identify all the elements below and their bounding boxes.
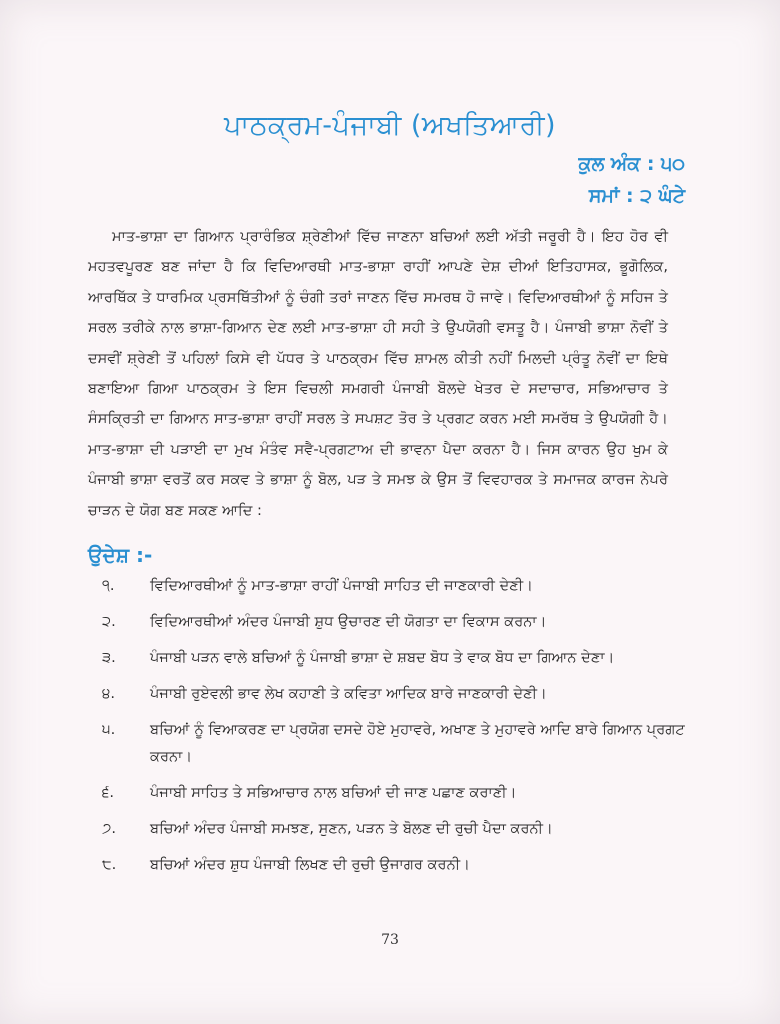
list-item-text: ਬਚਿਆਂ ਨੂੰ ਵਿਆਕਰਣ ਦਾ ਪ੍ਰਯੋਗ ਦਸਦੇ ਹੋਏ ਮੁਹਾਵਰੇ, ਅਖਾਣ ਤੇ ਮੁਹਾਵਰੇ ਆਦਿ ਬਾਰੇ ਗਿਆਨ ਪ੍ਰਗਟ ਕਰਨਾ। (150, 721, 685, 765)
list-item (88, 572, 688, 599)
objectives-heading: ਉਦੇਸ਼ :- (88, 543, 153, 567)
page-number: 73 (381, 932, 399, 948)
list-item-number: ੬. (102, 784, 115, 801)
list-item-text: ਪੰਜਾਬੀ ਰੁਏਵਲੀ ਭਾਵ ਲੇਖ ਕਹਾਣੀ ਤੇ ਕਵਿਤਾ ਆਦਿਕ ਬਾਰੇ ਜਾਣਕਾਰੀ ਦੇਣੀ। (150, 685, 547, 702)
list-item-number: ੩. (102, 649, 116, 666)
list-item-text: ਵਿਦਿਆਰਥੀਆਂ ਨੂੰ ਮਾਤ-ਭਾਸ਼ਾ ਰਾਹੀਂ ਪੰਜਾਬੀ ਸਾਹਿਤ ਦੀ ਜਾਣਕਾਰੀ ਦੇਣੀ। (150, 577, 533, 594)
list-item-number: ੮. (102, 856, 117, 873)
list-item-text: ਬਚਿਆਂ ਅੰਦਰ ਪੰਜਾਬੀ ਸਮਝਣ, ਸੁਣਨ, ਪੜਨ ਤੇ ਬੋਲਣ ਦੀ ਰੁਚੀ ਪੈਦਾ ਕਰਨੀ। (150, 820, 553, 837)
total-marks: ਕੁਲ ਅੰਕ : ੫੦ (578, 153, 685, 175)
list-item-number: ੧. (102, 577, 115, 594)
page-title: ਪਾਠਕ੍ਰਮ-ਪੰਜਾਬੀ (ਅਖਤਿਆਰੀ) (224, 110, 556, 141)
list-item-number: ੭. (102, 820, 117, 837)
list-item-number: ੪. (102, 685, 116, 702)
list-item-text: ਬਚਿਆਂ ਅੰਦਰ ਸ਼ੁਧ ਪੰਜਾਬੀ ਲਿਖਣ ਦੀ ਰੁਚੀ ਉਜਾਗਰ ਕਰਨੀ। (150, 856, 470, 873)
list-item-number: ੨. (102, 613, 116, 630)
list-item (88, 608, 688, 635)
list-item-number: ੫. (102, 721, 116, 738)
list-item-text: ਵਿਦਿਆਰਥੀਆਂ ਅੰਦਰ ਪੰਜਾਬੀ ਸ਼ੁਧ ਉਚਾਰਣ ਦੀ ਯੋਗਤਾ ਦਾ ਵਿਕਾਸ ਕਰਨਾ। (150, 613, 547, 630)
list-item (88, 680, 688, 707)
list-item (88, 716, 688, 770)
list-item (88, 644, 688, 671)
marks-block (578, 148, 685, 212)
list-item (88, 815, 688, 842)
list-item-text: ਪੰਜਾਬੀ ਸਾਹਿਤ ਤੇ ਸਭਿਆਚਾਰ ਨਾਲ ਬਚਿਆਂ ਦੀ ਜਾਣ ਪਛਾਣ ਕਰਾਣੀ। (150, 784, 517, 801)
intro-paragraph: ਮਾਤ-ਭਾਸ਼ਾ ਦਾ ਗਿਆਨ ਪ੍ਰਾਰੰਭਿਕ ਸ਼੍ਰੇਣੀਆਂ ਵਿੱਚ ਜਾਣਨਾ ਬਚਿਆਂ ਲਈ ਅੱਤੀ ਜਰੂਰੀ ਹੈ। ਇਹ ਹੋਰ ਵੀ ਮਹਤਵਪੂਰਣ ਬਣ ਜਾਂਦਾ ਹੈ ਕਿ ਵਿਦਿਆਰਥੀ ਮਾਤ-ਭਾਸ਼ਾ ਰਾਹੀਂ ਆਪਣੇ ਦੇਸ਼ ਦੀਆਂ ਇਤਿਹਾਸਕ, ਭੂਗੋਲਿਕ, ਆਰਥਿੱਕ ਤੇ ਧਾਰਮਿਕ ਪ੍ਰਸਥਿੱਤੀਆਂ ਨੂੰ ਚੰਗੀ ਤਰਾਂ ਜਾਣਨ ਵਿੱਚ ਸਮਰਥ ਹੋ ਜਾਵੇ। ਵਿਦਿਆਰਥੀਆਂ ਨੂੰ ਸਹਿਜ ਤੇ ਸਰਲ ਤਰੀਕੇ ਨਾਲ ਭਾਸ਼ਾ-ਗਿਆਨ ਦੇਣ ਲਈ ਮਾਤ-ਭਾਸ਼ਾ ਹੀ ਸਹੀ ਤੇ ਉਪਯੋਗੀ ਵਸਤੂ ਹੈ। ਪੰਜਾਬੀ ਭਾਸ਼ਾ ਨੋਵੀਂ ਤੇ ਦਸਵੀਂ ਸ਼੍ਰੇਣੀ ਤੋਂ ਪਹਿਲਾਂ ਕਿਸੇ ਵੀ ਪੱਧਰ ਤੇ ਪਾਠਕ੍ਰਮ ਵਿੱਚ ਸ਼ਾਮਲ ਕੀਤੀ ਨਹੀਂ ਮਿਲਦੀ ਪ੍ਰੰਤੂ ਨੋਵੀਂ ਦਾ ਇਥੇ ਬਣਾਇਆ ਗਿਆ ਪਾਠਕ੍ਰਮ ਤੇ ਇਸ ਵਿਚਲੀ ਸਮਗਰੀ ਪੰਜਾਬੀ ਬੋਲਦੇ ਖੇਤਰ ਦੇ ਸਦਾਚਾਰ, ਸਭਿਆਚਾਰ ਤੇ ਸੰਸਕ੍ਰਿਤੀ ਦਾ ਗਿਆਨ ਸਾਤ-ਭਾਸ਼ਾ ਰਾਹੀਂ ਸਰਲ ਤੇ ਸਪਸ਼ਟ ਤੋਰ ਤੇ ਪ੍ਰਗਟ ਕਰਨ ਮਈ ਸਮਰੱਥ ਤੇ ਉਪਯੋਗੀ ਹੈ। ਮਾਤ-ਭਾਸ਼ਾ ਦੀ ਪੜਾਈ ਦਾ ਮੁਖ ਮੰਤੰਵ ਸਵੈ-ਪ੍ਰਗਟਾਅ ਦੀ ਭਾਵਨਾ ਪੈਦਾ ਕਰਨਾ ਹੈ। ਜਿਸ ਕਾਰਨ ਉਹ ਖੁਮ ਕੇ ਪੰਜਾਬੀ ਭਾਸ਼ਾ ਵਰਤੋਂ ਕਰ ਸਕਵ ਤੇ ਭਾਸ਼ਾ ਨੂੰ ਬੋਲ, ਪੜ ਤੇ ਸਮਝ ਕੇ ਉਸ ਤੋਂ ਵਿਵਹਾਰਕ ਤੇ ਸਮਾਜਕ ਕਾਰਜ ਨੇਪਰੇ ਚਾੜਨ ਦੇ ਯੋਗ ਬਣ ਸਕਣ ਆਦਿ : (88, 228, 668, 519)
list-item-text: ਪੰਜਾਬੀ ਪੜਨ ਵਾਲੇ ਬਚਿਆਂ ਨੂੰ ਪੰਜਾਬੀ ਭਾਸ਼ਾ ਦੇ ਸ਼ਬਦ ਬੋਧ ਤੇ ਵਾਕ ਬੋਧ ਦਾ ਗਿਆਨ ਦੇਣਾ। (150, 649, 615, 666)
time-duration: ਸਮਾਂ : ੨ ਘੰਟੇ (588, 185, 685, 207)
list-item (88, 851, 688, 878)
objectives-list (88, 572, 688, 887)
list-item (88, 779, 688, 806)
